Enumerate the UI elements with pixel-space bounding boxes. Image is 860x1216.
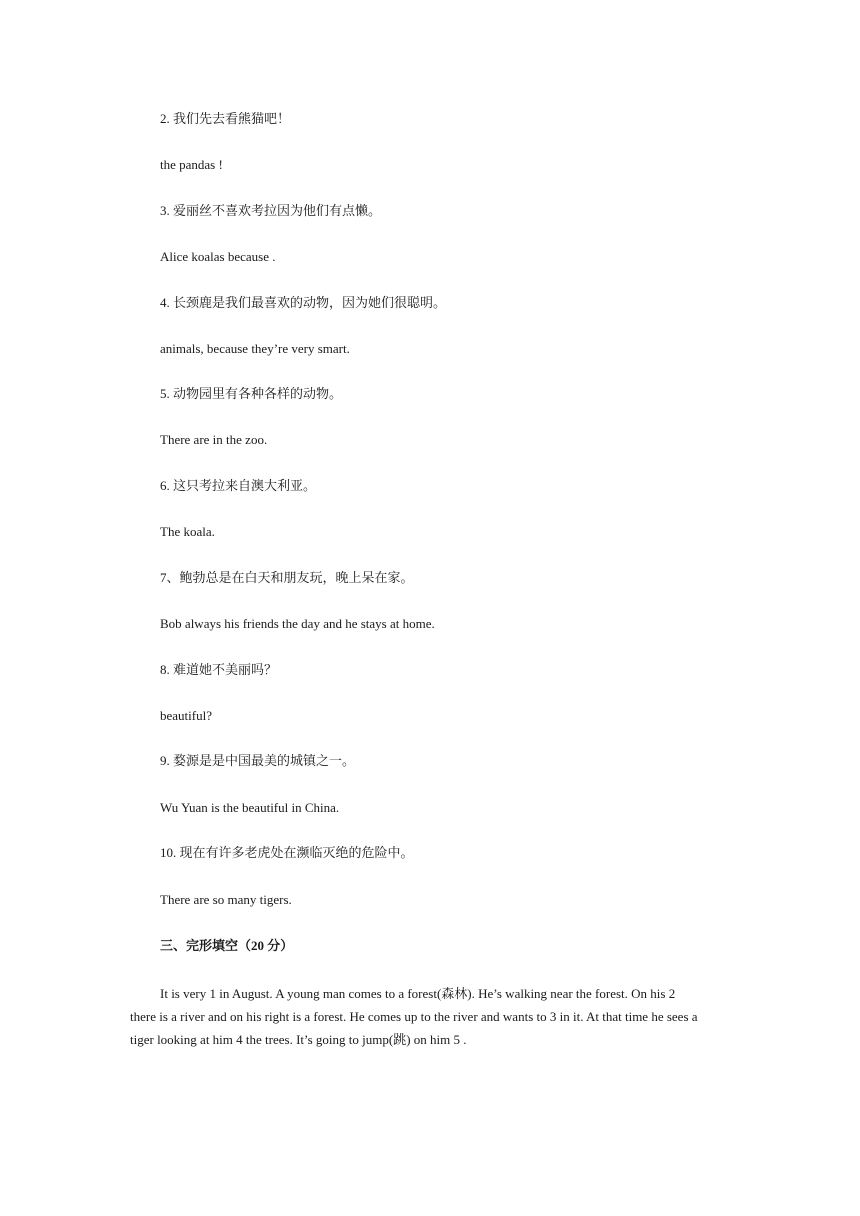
item-4-english: animals, because they’re very smart. — [160, 341, 350, 356]
item-7-chinese: 7、鲍勃总是在白天和朋友玩，晚上呆在家。 — [160, 570, 414, 585]
item-3-english: Alice koalas because . — [160, 249, 276, 264]
passage-line-3: tiger looking at him 4 the trees. It’s going to jump(跳) on him 5 . — [130, 1032, 467, 1047]
item-9-chinese: 9. 婺源是是中国最美的城镇之一。 — [160, 753, 356, 768]
item-8-english: beautiful? — [160, 708, 212, 723]
item-10-english: There are so many tigers. — [160, 892, 292, 907]
cloze-passage — [130, 982, 736, 1051]
passage-line-1: It is very 1 in August. A young man comes to a forest(森林). He’s walking near the forest. On his 2 — [160, 986, 676, 1001]
item-3-chinese: 3. 爱丽丝不喜欢考拉因为他们有点懒。 — [160, 203, 382, 218]
item-2-chinese: 2. 我们先去看熊猫吧！ — [160, 111, 291, 126]
item-7-english: Bob always his friends the day and he stays at home. — [160, 616, 435, 631]
item-6-english: The koala. — [160, 524, 215, 539]
item-4-chinese: 4. 长颈鹿是我们最喜欢的动物，因为她们很聪明。 — [160, 295, 447, 310]
item-2-english: the pandas ! — [160, 157, 223, 172]
item-6-chinese: 6. 这只考拉来自澳大利亚。 — [160, 478, 317, 493]
item-5-english: There are in the zoo. — [160, 432, 268, 447]
section-heading: 三、完形填空（20 分） — [160, 938, 294, 953]
item-10-chinese: 10. 现在有许多老虎处在濒临灭绝的危险中。 — [160, 845, 414, 860]
item-5-chinese: 5. 动物园里有各种各样的动物。 — [160, 386, 343, 401]
item-9-english: Wu Yuan is the beautiful in China. — [160, 800, 340, 815]
passage-line-2: there is a river and on his right is a forest. He comes up to the river and wants to 3 in it. At that time he sees a — [130, 1009, 698, 1024]
item-8-chinese: 8. 难道她不美丽吗？ — [160, 662, 278, 677]
